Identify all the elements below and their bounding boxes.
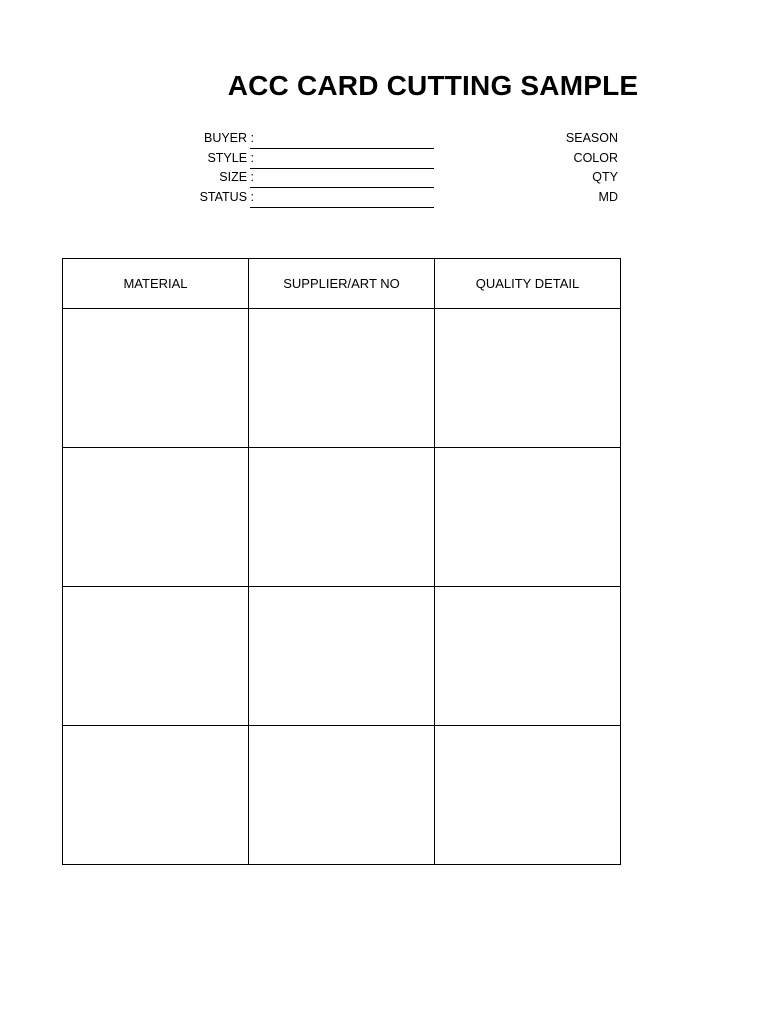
status-field <box>150 188 440 208</box>
quality-detail-cell[interactable] <box>435 448 621 587</box>
header-fields-right <box>480 129 618 207</box>
sample-table <box>62 258 621 865</box>
supplier-art-no-cell[interactable] <box>249 587 435 726</box>
supplier-art-no-cell[interactable] <box>249 726 435 865</box>
header-fields-left <box>150 129 440 207</box>
style-field <box>150 149 440 169</box>
quality-detail-cell[interactable] <box>435 587 621 726</box>
qty-label: QTY <box>592 170 618 184</box>
size-label: SIZE : <box>219 170 254 184</box>
quality-detail-cell[interactable] <box>435 309 621 448</box>
header-supplier-art-no: SUPPLIER/ART NO <box>249 259 435 309</box>
table-row <box>63 587 621 726</box>
buyer-field <box>150 129 440 149</box>
style-input-line[interactable] <box>250 149 434 169</box>
color-label: COLOR <box>573 150 618 165</box>
status-label: STATUS : <box>199 189 254 204</box>
material-cell[interactable] <box>63 587 249 726</box>
style-label: STYLE : <box>207 150 254 165</box>
season-label: SEASON <box>565 131 618 145</box>
status-input-line[interactable] <box>250 188 434 208</box>
material-cell[interactable] <box>63 448 249 587</box>
md-label: MD <box>598 189 618 204</box>
supplier-art-no-cell[interactable] <box>249 309 435 448</box>
buyer-input-line[interactable] <box>250 129 434 149</box>
size-input-line[interactable] <box>250 168 434 188</box>
header-material: MATERIAL <box>63 259 249 309</box>
quality-detail-cell[interactable] <box>435 726 621 865</box>
size-field <box>150 168 440 188</box>
material-cell[interactable] <box>63 309 249 448</box>
table-row <box>63 448 621 587</box>
page-title: ACC CARD CUTTING SAMPLE <box>227 70 639 101</box>
buyer-label: BUYER : <box>203 131 254 145</box>
table-row <box>63 726 621 865</box>
header-quality-detail: QUALITY DETAIL <box>435 259 621 309</box>
material-cell[interactable] <box>63 726 249 865</box>
table-header-row <box>63 259 621 309</box>
supplier-art-no-cell[interactable] <box>249 448 435 587</box>
table-row <box>63 309 621 448</box>
